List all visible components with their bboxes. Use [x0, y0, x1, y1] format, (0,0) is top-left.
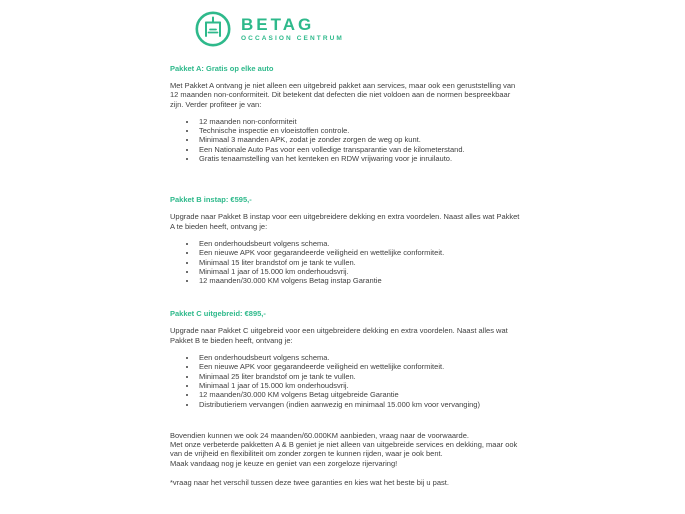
logo-text — [241, 16, 344, 43]
list-item: • Minimaal 1 jaar of 15.000 km onderhoudsvrij. — [197, 381, 524, 390]
footer — [170, 431, 524, 487]
betag-logo — [194, 10, 524, 48]
list-item: • Distributieriem vervangen (indien aanwezig en minimaal 15.000 km voor vervanging) — [197, 400, 524, 409]
list-item: • 12 maanden/30.000 KM volgens Betag uitgebreide Garantie — [197, 390, 524, 399]
list-item: • Minimaal 15 liter brandstof om je tank te vullen. — [197, 258, 524, 267]
brand-subtitle: OCCASION CENTRUM — [241, 34, 344, 42]
pakket-a-bullet-list — [170, 117, 524, 163]
list-item: • 12 maanden non-conformiteit — [197, 117, 524, 126]
list-item: • Minimaal 3 maanden APK, zodat je zonder zorgen de weg op kunt. — [197, 135, 524, 144]
pakket-b-heading: Pakket B instap: €595,- — [170, 195, 252, 205]
footer-line: Maak vandaag nog je keuze en geniet van een zorgeloze rijervaring! — [170, 458, 398, 468]
document-content — [170, 10, 524, 487]
list-item: • 12 maanden/30.000 KM volgens Betag instap Garantie — [197, 276, 524, 285]
pakket-c-bullet-list — [170, 353, 524, 409]
brand-name: BETAG — [241, 14, 315, 34]
section-pakket-c — [170, 309, 524, 408]
pakket-c-heading: Pakket C uitgebreid: €895,- — [170, 309, 266, 319]
list-item: • Een nieuwe APK voor gegarandeerde veiligheid en wettelijke conformiteit. — [197, 248, 524, 257]
pakket-b-bullet-list — [170, 239, 524, 285]
list-item: • Een Nationale Auto Pas voor een volledige transparantie van de kilometerstand. — [197, 145, 524, 154]
pakket-b-intro: Upgrade naar Pakket B instap voor een uitgebreidere dekking en extra voordelen. Naast alles wat Pakket A te bieden heeft, ontvang je: — [170, 212, 520, 231]
list-item: • Minimaal 25 liter brandstof om je tank te vullen. — [197, 372, 524, 381]
list-item: • Een onderhoudsbeurt volgens schema. — [197, 353, 524, 362]
section-pakket-a — [170, 64, 524, 163]
list-item: • Een onderhoudsbeurt volgens schema. — [197, 239, 524, 248]
pakket-c-intro: Upgrade naar Pakket C uitgebreid voor een uitgebreidere dekking en extra voordelen. Naast alles wat Pakket B te bieden heeft, ontvang je: — [170, 326, 508, 345]
list-item: • Een nieuwe APK voor gegarandeerde veiligheid en wettelijke conformiteit. — [197, 362, 524, 371]
section-pakket-b — [170, 195, 524, 285]
footer-line: Bovendien kunnen we ook 24 maanden/60.000KM aanbieden, vraag naar de voorwaarde. — [170, 430, 469, 440]
list-item: • Technische inspectie en vloeistoffen controle. — [197, 126, 524, 135]
footer-line: Met onze verbeterde pakketten A & B geniet je niet alleen van uitgebreide services en dekking, maar ook van de vrijheid en flexibiliteit om zonder zorgen te kunnen rijden, waar je ook bent. — [170, 440, 518, 459]
footnote: *vraag naar het verschil tussen deze twee garanties en kies wat het beste bij u past. — [170, 478, 449, 488]
list-item: • Minimaal 1 jaar of 15.000 km onderhoudsvrij. — [197, 267, 524, 276]
car-lift-icon — [194, 10, 232, 48]
pakket-a-heading: Pakket A: Gratis op elke auto — [170, 64, 274, 73]
pakket-a-intro: Met Pakket A ontvang je niet alleen een uitgebreid pakket aan services, maar ook een geruststelling van 12 maanden non-conformiteit. Dit betekent dat defecten die niet voldoen aan de normen bespreekbaar zijn. Verder profiteer je van: — [170, 81, 516, 109]
list-item: • Gratis tenaamstelling van het kenteken en RDW vrijwaring voor je inruilauto. — [197, 154, 524, 163]
